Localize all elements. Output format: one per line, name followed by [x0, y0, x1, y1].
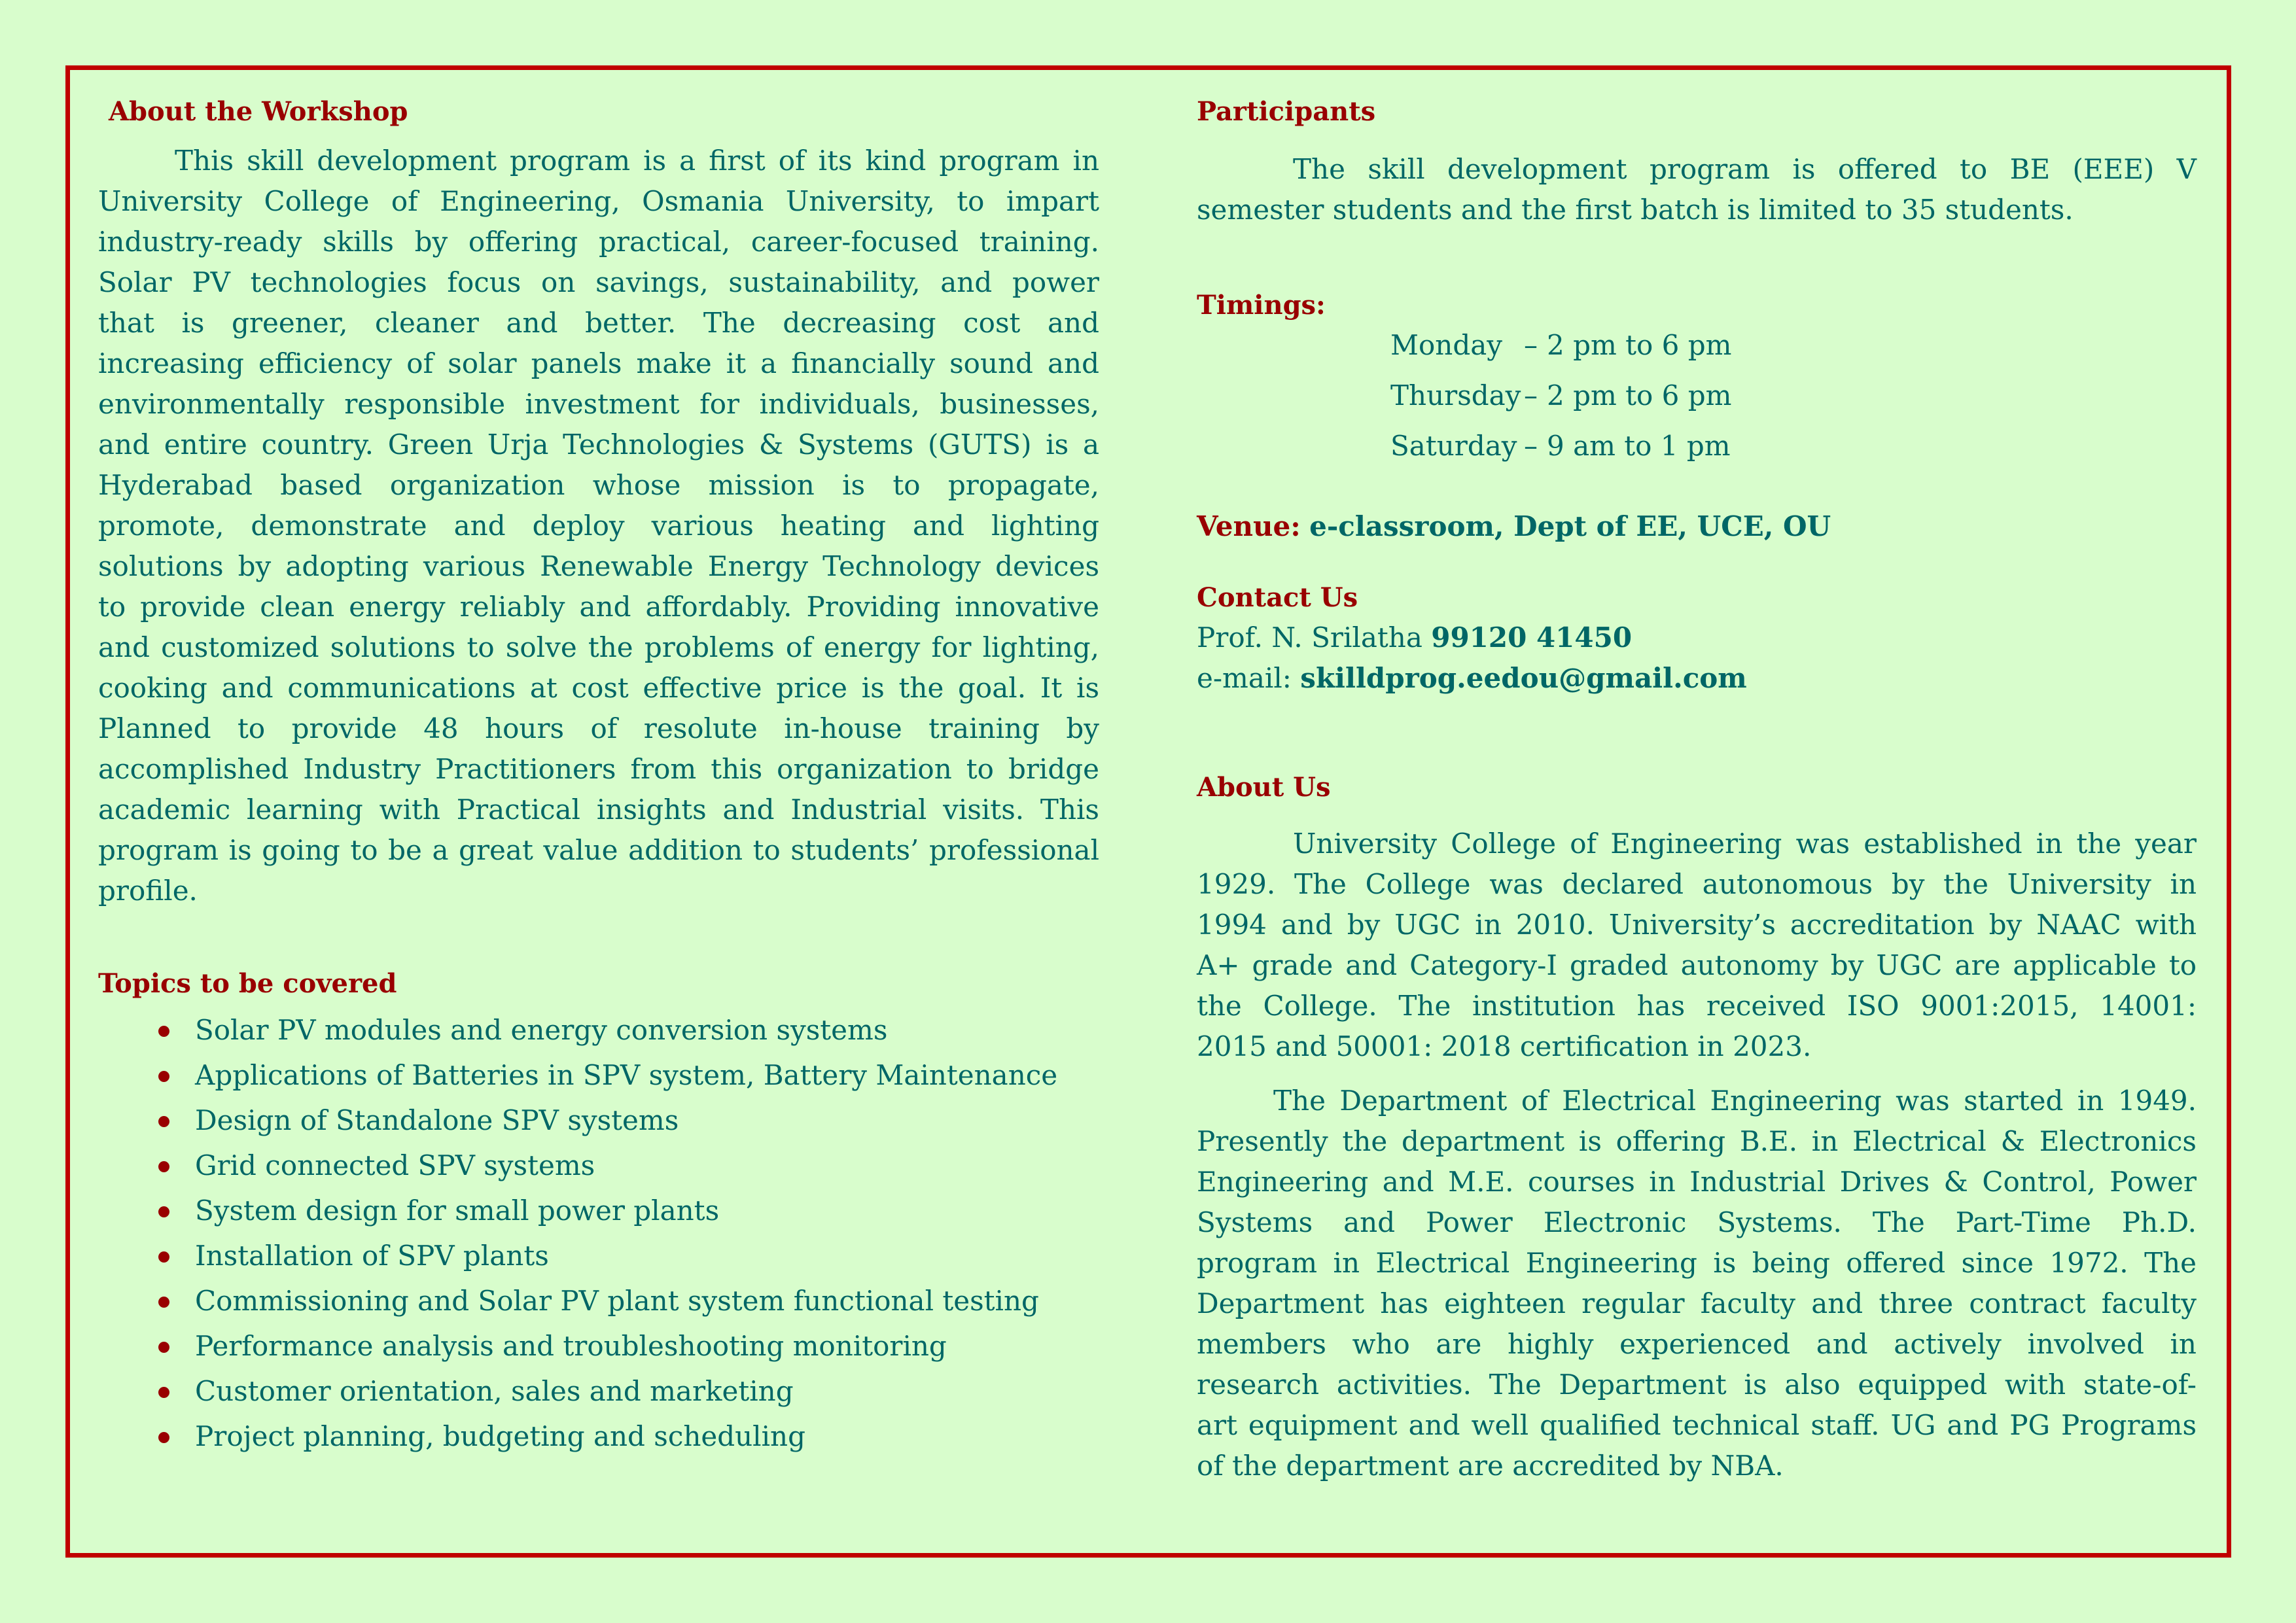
paragraph-line: This skill development program is a first of its kind program in: [175, 145, 1099, 177]
timing-row: [1390, 379, 1731, 411]
paragraph-line: solutions by adopting various Renewable Energy Technology devices: [98, 550, 1099, 582]
topic-text: Installation of SPV plants: [195, 1240, 549, 1272]
timing-dash: –: [1524, 379, 1538, 411]
timing-row: [1390, 430, 1731, 462]
paragraph-line: semester students and the first batch is limited to 35 students.: [1197, 194, 2074, 226]
bullet-icon: [158, 1161, 169, 1172]
topic-item: [98, 1007, 1057, 1053]
bullet-icon: [158, 1071, 169, 1082]
topic-text: Project planning, budgeting and scheduling: [195, 1420, 805, 1452]
paragraph-line: and customized solutions to solve the problems of energy for lighting,: [98, 631, 1099, 663]
paragraph-line: art equipment and well qualified technical staff. UG and PG Programs: [1197, 1409, 2197, 1441]
venue-label: Venue:: [1197, 510, 1301, 542]
paragraph-line: 1929. The College was declared autonomous by the University in: [1197, 868, 2197, 900]
paragraph-line: increasing efficiency of solar panels make it a financially sound and: [98, 347, 1099, 379]
paragraph-line: A+ grade and Category-I graded autonomy by UGC are applicable to: [1197, 949, 2197, 981]
topic-item: [98, 1233, 1057, 1278]
timing-time: 2 pm to 6 pm: [1547, 329, 1732, 361]
paragraph-line: promote, demonstrate and deploy various heating and lighting: [98, 510, 1099, 542]
paragraph-line: Systems and Power Electronic Systems. The Part-Time Ph.D.: [1197, 1206, 2197, 1238]
venue-line: [1197, 510, 1831, 542]
contact-phone[interactable]: 99120 41450: [1431, 621, 1633, 654]
paragraph-line: Planned to provide 48 hours of resolute in-house training by: [98, 712, 1099, 744]
topic-text: Performance analysis and troubleshooting monitoring: [195, 1330, 947, 1362]
topic-item: [98, 1098, 1057, 1143]
paragraph-line: Engineering and M.E. courses in Industrial Drives & Control, Power: [1197, 1166, 2197, 1198]
participants-body: [1197, 149, 2197, 230]
topic-text: Grid connected SPV systems: [195, 1149, 595, 1181]
about-us-heading: About Us: [1197, 772, 1331, 803]
paragraph-line: accomplished Industry Practitioners from this organization to bridge: [98, 753, 1099, 785]
topic-text: Applications of Batteries in SPV system, Battery Maintenance: [195, 1059, 1058, 1091]
paragraph-line: The Department of Electrical Engineering was started in 1949.: [1273, 1085, 2197, 1117]
topic-item: [98, 1143, 1057, 1188]
topic-text: Design of Standalone SPV systems: [195, 1104, 679, 1136]
email-label: e-mail:: [1197, 662, 1292, 694]
bullet-icon: [158, 1116, 169, 1127]
paragraph-line: industry-ready skills by offering practical, career-focused training.: [98, 226, 1099, 258]
paragraph-line: Department has eighteen regular faculty and three contract faculty: [1197, 1287, 2197, 1319]
paragraph-line: 2015 and 50001: 2018 certification in 2023.: [1197, 1030, 1812, 1062]
bullet-icon: [158, 1387, 169, 1398]
timing-row: [1390, 329, 1731, 361]
bullet-icon: [158, 1342, 169, 1353]
topic-item: [98, 1278, 1057, 1323]
topic-item: [98, 1369, 1057, 1414]
paragraph-line: Presently the department is offering B.E. in Electrical & Electronics: [1197, 1125, 2197, 1157]
paragraph-line: academic learning with Practical insights and Industrial visits. This: [98, 794, 1099, 826]
paragraph-line: University College of Engineering was established in the year: [1293, 828, 2197, 860]
bullet-icon: [158, 1251, 169, 1263]
timing-day: Thursday: [1390, 379, 1521, 411]
topics-list: [98, 1007, 1057, 1459]
bullet-icon: [158, 1432, 169, 1443]
bullet-icon: [158, 1297, 169, 1308]
bullet-icon: [158, 1026, 169, 1037]
timing-day: Saturday: [1390, 430, 1517, 462]
paragraph-line: that is greener, cleaner and better. The decreasing cost and: [98, 307, 1099, 339]
topic-text: Customer orientation, sales and marketing: [195, 1375, 794, 1407]
topic-text: Solar PV modules and energy conversion systems: [195, 1014, 888, 1046]
timing-day: Monday: [1390, 329, 1502, 361]
paragraph-line: of the department are accredited by NBA.: [1197, 1450, 1784, 1482]
contact-email-link[interactable]: skilldprog.eedou@gmail.com: [1300, 662, 1747, 694]
about-us-para2: [1197, 1081, 2197, 1486]
topic-item: [98, 1323, 1057, 1369]
topics-heading: Topics to be covered: [98, 968, 397, 999]
about-workshop-heading: About the Workshop: [109, 96, 408, 127]
contact-person: Prof. N. Srilatha: [1197, 621, 1422, 654]
paragraph-line: Solar PV technologies focus on savings, sustainability, and power: [98, 266, 1099, 298]
timing-dash: –: [1524, 329, 1538, 361]
timing-time: 9 am to 1 pm: [1547, 430, 1731, 462]
participants-heading: Participants: [1197, 96, 1376, 127]
topic-item: [98, 1053, 1057, 1098]
contact-heading: Contact Us: [1197, 582, 1358, 613]
paragraph-line: program in Electrical Engineering is being offered since 1972. The: [1197, 1247, 2197, 1279]
about-us-para1: [1197, 824, 2197, 1067]
paragraph-line: program is going to be a great value addition to students’ professional: [98, 834, 1099, 866]
paragraph-line: the College. The institution has received ISO 9001:2015, 14001:: [1197, 990, 2197, 1022]
paragraph-line: environmentally responsible investment for individuals, businesses,: [98, 388, 1099, 420]
paragraph-line: The skill development program is offered to BE (EEE) V: [1293, 153, 2197, 185]
paragraph-line: to provide clean energy reliably and affordably. Providing innovative: [98, 591, 1099, 623]
paragraph-line: research activities. The Department is also equipped with state-of-: [1197, 1369, 2197, 1401]
timing-dash: –: [1524, 430, 1538, 462]
paragraph-line: cooking and communications at cost effective price is the goal. It is: [98, 672, 1099, 704]
paragraph-line: and entire country. Green Urja Technologies & Systems (GUTS) is a: [98, 428, 1099, 461]
paragraph-line: members who are highly experienced and actively involved in: [1197, 1328, 2197, 1360]
contact-email-line: [1197, 662, 1747, 694]
bullet-icon: [158, 1206, 169, 1217]
paragraph-line: University College of Engineering, Osmania University, to impart: [98, 185, 1099, 217]
topic-item: [98, 1188, 1057, 1233]
contact-person-line: [1197, 621, 1632, 654]
topic-text: Commissioning and Solar PV plant system functional testing: [195, 1285, 1039, 1317]
topic-item: [98, 1414, 1057, 1459]
topic-text: System design for small power plants: [195, 1195, 720, 1227]
paragraph-line: Hyderabad based organization whose mission is to propagate,: [98, 469, 1099, 501]
venue-value: e-classroom, Dept of EE, UCE, OU: [1309, 510, 1831, 542]
timing-time: 2 pm to 6 pm: [1547, 379, 1732, 411]
about-workshop-body: [98, 141, 1099, 911]
paragraph-line: 1994 and by UGC in 2010. University’s accreditation by NAAC with: [1197, 909, 2197, 941]
timings-heading: Timings:: [1197, 290, 1326, 321]
paragraph-line: profile.: [98, 875, 198, 907]
